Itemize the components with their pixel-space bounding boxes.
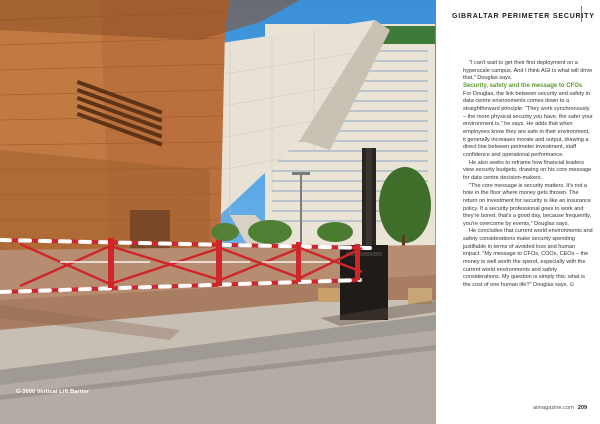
article-column: [436, 0, 600, 424]
photo-caption: G-3000 Vertical Lift Barrier: [16, 389, 90, 395]
article-paragraph: "I can't wait to get their first deployment on a hyperscale campus. And I think AGI is what will drive that," Douglas says.: [463, 60, 593, 82]
site-link[interactable]: aimagazine.com: [533, 405, 574, 411]
article-paragraph: "The core message is security matters. It's not a hole in the floor where money gets thrown. The return on investment for security is like an insurance policy. If a security professional goes to work and they're bored, that's a good day, because frequently, you're overcome by events," Douglas says.: [463, 182, 592, 227]
page-footer: [533, 405, 587, 411]
section-title: GIBRALTAR PERIMETER SECURITY: [452, 13, 595, 20]
article-paragraph: For Douglas, the link between security and safety in data centre environments comes down to a straightforward principle: "They work synchronously – the more physical security you have, the safer your environment is," he says. He adds that when employees know they are safe in their environment, it generally increases morale and output, drawing a direct line between perimeter investment, staff confidence and operational performance.: [463, 90, 593, 158]
article-body: [463, 60, 593, 290]
article-subheading: Security, safety and the message to CFOs: [463, 82, 583, 89]
article-paragraph: He also seeks to reframe how financial leaders view security budgets, drawing on his core message for data centre decision-makers.: [463, 159, 592, 181]
page-number: 209: [577, 405, 588, 411]
article-paragraph: He concludes that current world environments and safety considerations make security spending justifiable in terms of avoided loss and human impact. "My message to CFOs, COOs, CEOs – the money is well worth the spend, especially with the current world environments and safety considerations. My question is simply this: what is the cost of one human life?" Douglas says. ⊙: [463, 228, 593, 289]
